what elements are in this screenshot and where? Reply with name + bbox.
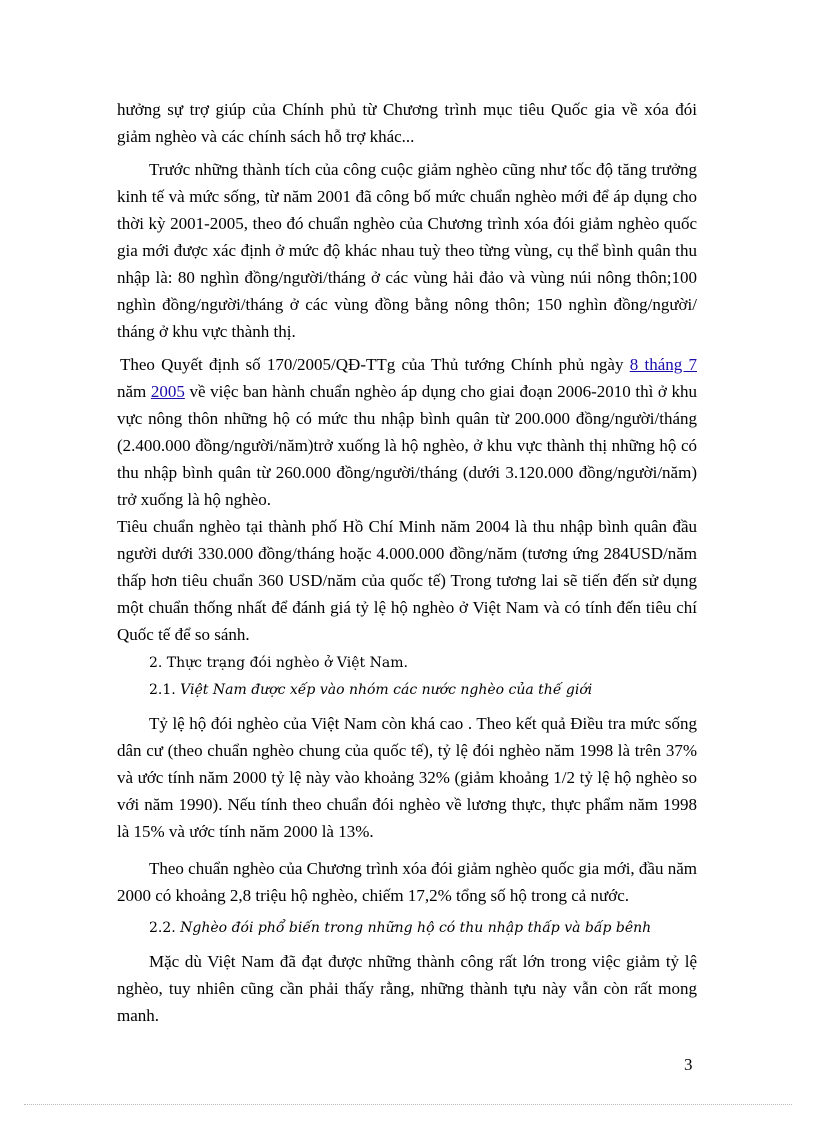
paragraph-poverty-rate: Tỷ lệ hộ đói nghèo của Việt Nam còn khá cao . Theo kết quả Điều tra mức sống dân cư (theo chuẩn nghèo chung của quốc tế), tỷ lệ đói nghèo năm 1998 là trên 37% và ước tính năm 2000 tỷ lệ này vào khoảng 32% (giảm khoảng 1/2 tỷ lệ hộ nghèo so với năm 1990). Nếu tính theo chuẩn đói nghèo về lương thực, thực phẩm năm 1998 là 15% và ước tính năm 2000 là 13%.: [117, 714, 697, 841]
section-heading-2: 2. Thực trạng đói nghèo ở Việt Nam.: [149, 655, 408, 671]
decision-text-before: Theo Quyết định số 170/2005/QĐ-TTg của Thủ tướng Chính phủ ngày: [120, 355, 630, 374]
footer-divider: [24, 1104, 792, 1105]
paragraph-hcmc-standard: Tiêu chuẩn nghèo tại thành phố Hồ Chí Minh năm 2004 là thu nhập bình quân đầu người dưới 330.000 đồng/tháng hoặc 4.000.000 đồng/năm (tương ứng 284USD/năm thấp hơn tiêu chuẩn 360 USD/năm của quốc tế) Trong tương lai sẽ tiến đến sử dụng một chuẩn thống nhất để đánh giá tỷ lệ hộ nghèo ở Việt Nam và có tính đến tiêu chí Quốc tế để so sánh.: [117, 517, 697, 644]
subsection-number: 2.2.: [149, 920, 181, 936]
paragraph-continuation: hưởng sự trợ giúp của Chính phủ từ Chương trình mục tiêu Quốc gia về xóa đói giảm nghèo và các chính sách hỗ trợ khác...: [117, 100, 697, 146]
subsection-heading-2-1: [117, 677, 697, 704]
date-link[interactable]: 8 tháng 7: [629, 355, 697, 374]
document-page: [117, 96, 697, 1029]
paragraph-poor-households: Theo chuẩn nghèo của Chương trình xóa đói giảm nghèo quốc gia mới, đầu năm 2000 có khoảng 2,8 triệu hộ nghèo, chiếm 17,2% tổng số hộ trong cả nước.: [117, 859, 697, 905]
decision-text-middle: năm: [117, 382, 151, 401]
subsection-title: Việt Nam được xếp vào nhóm các nước nghèo của thế giới: [180, 682, 593, 698]
year-link[interactable]: 2005: [150, 382, 185, 401]
subsection-title: Nghèo đói phổ biến trong những hộ có thu nhập thấp và bấp bênh: [180, 920, 652, 936]
subsection-number: 2.1.: [149, 682, 181, 698]
page-number: 3: [684, 1055, 693, 1074]
paragraph-poverty-standard-2001: Trước những thành tích của công cuộc giảm nghèo cũng như tốc độ tăng trưởng kinh tế và mức sống, từ năm 2001 đã công bố mức chuẩn nghèo mới để áp dụng cho thời kỳ 2001-2005, theo đó chuẩn nghèo của Chương trình xóa đói giảm nghèo quốc gia mới được xác định ở mức độ khác nhau tuỳ theo từng vùng, cụ thể bình quân thu nhập là: 80 nghìn đồng/người/tháng ở các vùng hải đảo và vùng núi nông thôn;100 nghìn đồng/người/tháng ở các vùng đồng bằng nông thôn; 150 nghìn đồng/người/ tháng ở khu vực thành thị.: [117, 160, 697, 341]
decision-text-after: về việc ban hành chuẩn nghèo áp dụng cho giai đoạn 2006-2010 thì ở khu vực nông thôn những hộ có mức thu nhập bình quân từ 200.000 đồng/người/tháng (2.400.000 đồng/người/năm)trở xuống là hộ nghèo, ở khu vực thành thị những hộ có thu nhập bình quân từ 260.000 đồng/người/tháng (dưới 3.120.000 đồng/người/năm) trở xuống là hộ nghèo.: [117, 382, 697, 509]
paragraph-fragile-achievements: Mặc dù Việt Nam đã đạt được những thành công rất lớn trong việc giảm tỷ lệ nghèo, tuy nhiên cũng cần phải thấy rằng, những thành tựu này vẫn còn rất mong manh.: [117, 952, 697, 1025]
paragraph-decision-170: [117, 351, 697, 513]
subsection-heading-2-2: [117, 915, 697, 942]
